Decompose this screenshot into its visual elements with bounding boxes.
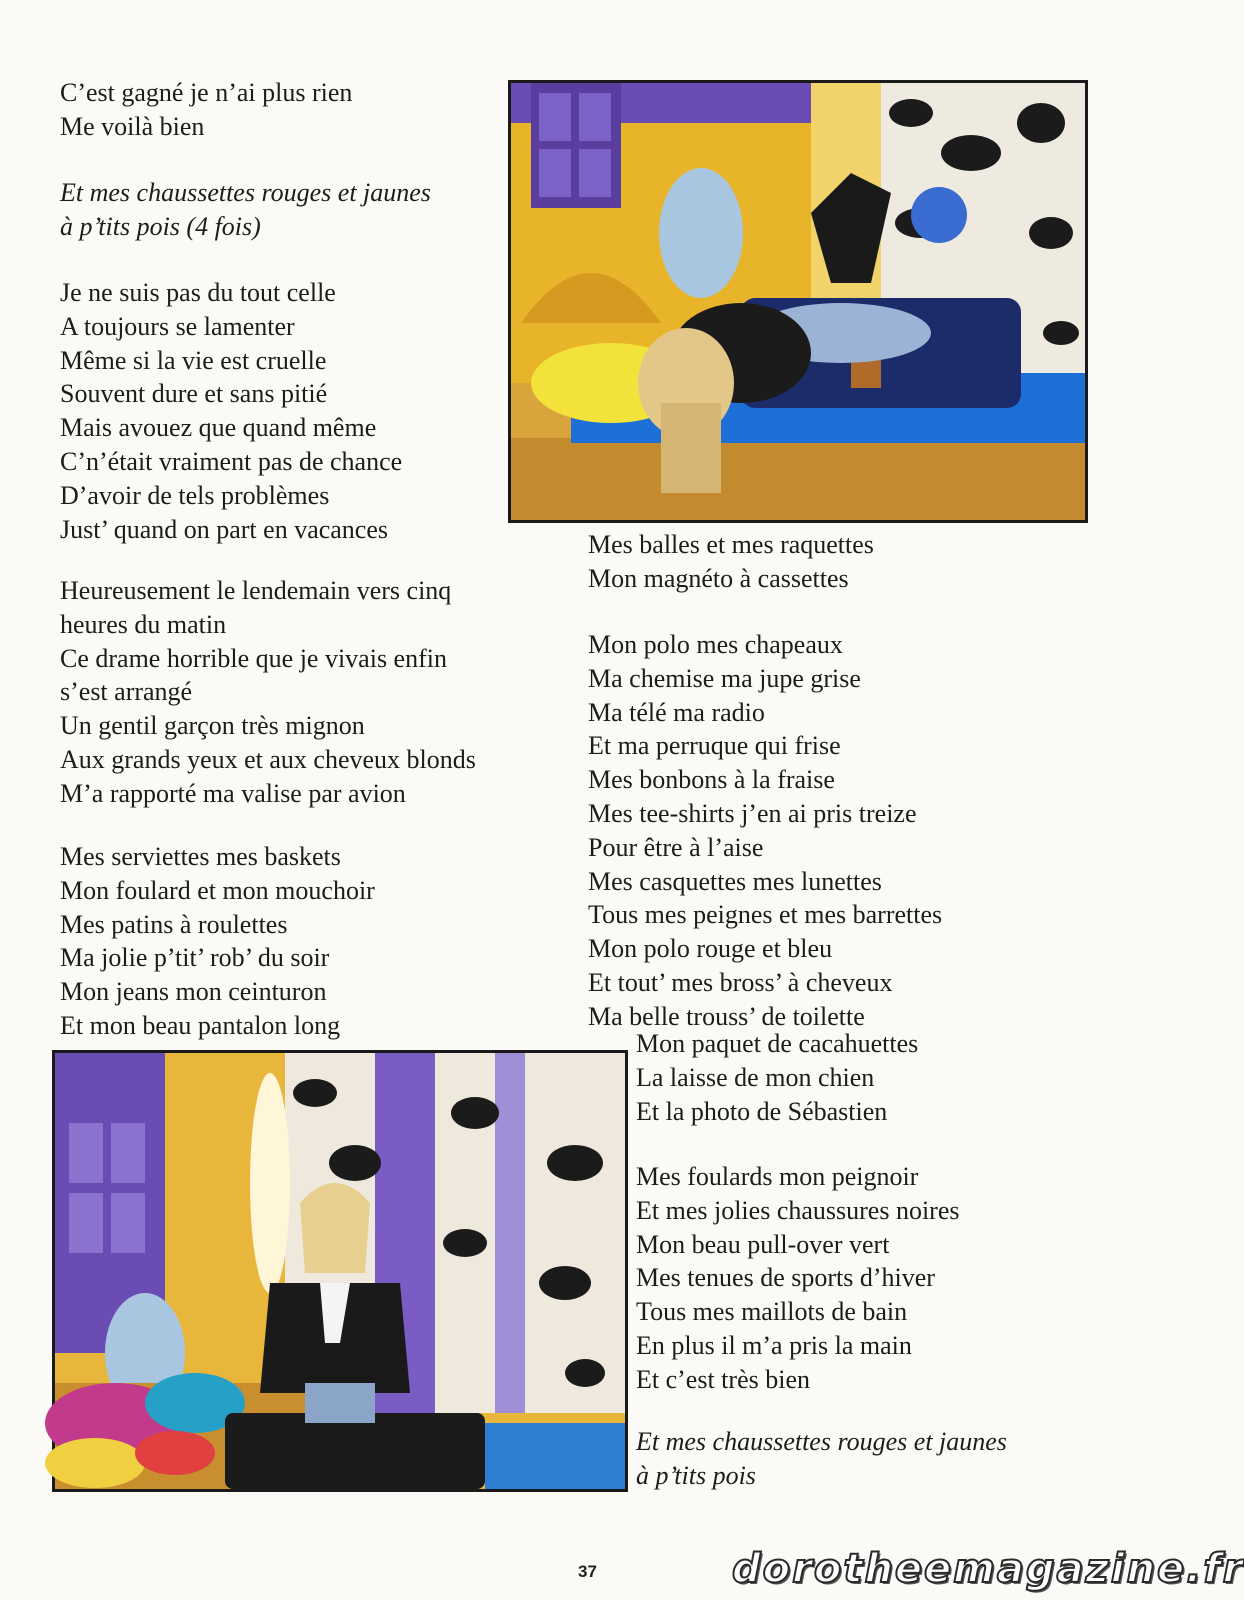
lyric-line: Mon paquet de cacahuettes <box>636 1029 919 1058</box>
lyric-line: Pour être à l’aise <box>588 832 764 862</box>
lyric-line: Ma chemise ma jupe grise <box>588 663 861 693</box>
lyric-line: s’est arrangé <box>60 677 193 707</box>
lyric-line: à p’tits pois <box>636 1460 756 1490</box>
photo-illustration <box>511 83 1085 520</box>
lyric-line: Mon polo rouge et bleu <box>588 934 833 964</box>
lyric-line: C’est gagné je n’ai plus rien <box>60 78 353 107</box>
lyric-line: Mes serviettes mes baskets <box>60 842 341 871</box>
lyric-line: Aux grands yeux et aux cheveux blonds <box>60 744 476 774</box>
lyric-line: Et mes chaussettes rouges et jaunes <box>636 1427 1007 1456</box>
lyric-line: Mes bonbons à la fraise <box>588 765 835 795</box>
lyric-line: Tous mes maillots de bain <box>636 1297 908 1327</box>
lyric-line: Mes foulards mon peignoir <box>636 1162 919 1191</box>
chorus-block <box>636 1425 1007 1493</box>
lyric-line: Souvent dure et sans pitié <box>60 379 328 409</box>
page-number: 37 <box>578 1562 597 1581</box>
lyric-line: Et mes jolies chaussures noires <box>636 1195 960 1225</box>
lyric-line: Mes tenues de sports d’hiver <box>636 1263 935 1293</box>
lyric-line: Un gentil garçon très mignon <box>60 711 365 741</box>
lyric-line: Mon jeans mon ceinturon <box>60 977 327 1007</box>
lyric-line: Je ne suis pas du tout celle <box>60 278 336 307</box>
lyric-line: En plus il m’a pris la main <box>636 1330 912 1360</box>
lyric-line: Ce drame horrible que je vivais enfin <box>60 643 447 673</box>
lyric-line: Tous mes peignes et mes barrettes <box>588 900 943 930</box>
lyric-line: Mon beau pull-over vert <box>636 1229 890 1259</box>
lyric-line: Mes casquettes mes lunettes <box>588 866 882 896</box>
chorus-block <box>60 176 431 244</box>
lyric-line: à p’tits pois (4 fois) <box>60 211 261 241</box>
lyric-line: D’avoir de tels problèmes <box>60 480 330 510</box>
lyric-line: Mes tee-shirts j’en ai pris treize <box>588 798 917 828</box>
photo-singer-with-clothes <box>52 1050 628 1492</box>
lyric-line: La laisse de mon chien <box>636 1062 875 1092</box>
lyric-line: Mais avouez que quand même <box>60 413 377 443</box>
lyric-line: Mon foulard et mon mouchoir <box>60 875 375 905</box>
lyric-line: heures du matin <box>60 609 227 639</box>
lyric-line: Heureusement le lendemain vers cinq <box>60 576 452 605</box>
photo-illustration <box>55 1053 625 1489</box>
lyric-line: Même si la vie est cruelle <box>60 345 327 375</box>
verse-block <box>636 1027 918 1128</box>
lyric-line: Me voilà bien <box>60 111 205 141</box>
lyric-line: Mes balles et mes raquettes <box>588 530 874 559</box>
lyric-line: Mes patins à roulettes <box>60 909 288 939</box>
lyric-line: Et mon beau pantalon long <box>60 1010 341 1040</box>
lyric-line: Et la photo de Sébastien <box>636 1096 888 1126</box>
verse-block <box>60 574 476 811</box>
watermark: dorotheemagazine.fr <box>732 1546 1244 1592</box>
verse-block <box>60 276 402 546</box>
lyric-line: Et c’est très bien <box>636 1364 810 1394</box>
lyric-line: Ma télé ma radio <box>588 697 765 727</box>
lyric-line: C’n’était vraiment pas de chance <box>60 446 403 476</box>
lyric-line: Et tout’ mes bross’ à cheveux <box>588 967 893 997</box>
verse-block <box>588 628 942 1034</box>
lyric-line: A toujours se lamenter <box>60 311 295 341</box>
lyric-line: Mon polo mes chapeaux <box>588 630 843 659</box>
verse-block <box>60 76 352 144</box>
lyric-line: Mon magnéto à cassettes <box>588 563 849 593</box>
lyric-line: Et ma perruque qui frise <box>588 731 841 761</box>
verse-block <box>60 840 375 1043</box>
verse-block <box>588 528 874 596</box>
lyric-line: Ma belle trouss’ de toilette <box>588 1001 865 1031</box>
lyric-line: Just’ quand on part en vacances <box>60 514 389 544</box>
photo-singer-on-suitcase <box>508 80 1088 523</box>
lyric-line: Et mes chaussettes rouges et jaunes <box>60 178 431 207</box>
verse-block <box>636 1160 960 1397</box>
lyric-line: Ma jolie p’tit’ rob’ du soir <box>60 943 330 973</box>
lyric-line: M’a rapporté ma valise par avion <box>60 778 406 808</box>
